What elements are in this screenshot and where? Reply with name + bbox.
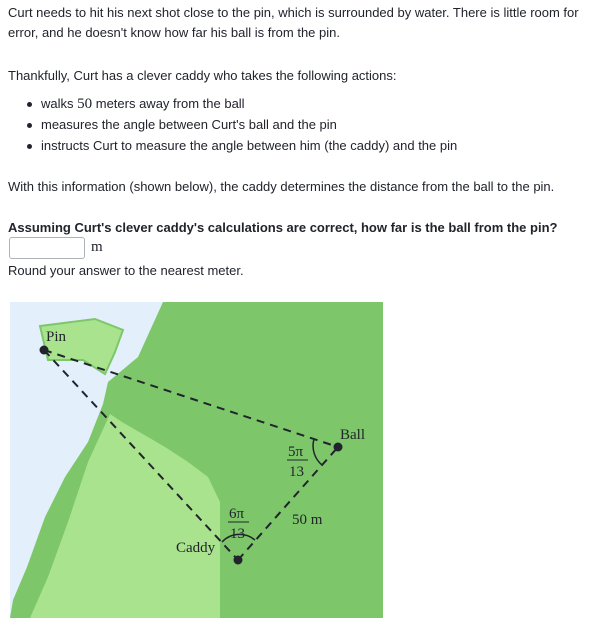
caddy-angle-numerator: 6π — [229, 506, 245, 522]
caddy-point — [234, 556, 243, 565]
action-text: walks — [41, 96, 78, 111]
ball-angle-denominator: 13 — [289, 464, 304, 480]
caddy-actions-list — [8, 94, 593, 157]
caddy-intro-text: Thankfully, Curt has a clever caddy who takes the following actions: — [8, 68, 397, 83]
list-item — [8, 136, 593, 156]
rounding-hint: Round your answer to the nearest meter. — [8, 263, 244, 278]
action-number: 50 — [77, 96, 93, 112]
answer-unit: m — [91, 239, 103, 255]
info-text: With this information (shown below), the caddy determines the distance from the ball to the pin. — [8, 179, 555, 194]
pin-point — [40, 346, 49, 355]
pin-label: Pin — [46, 329, 67, 345]
caddy-angle-denominator: 13 — [230, 526, 245, 542]
list-item — [8, 94, 593, 114]
distance-label: 50 m — [292, 512, 323, 528]
action-text: instructs Curt to measure the angle between him (the caddy) and the pin — [41, 138, 458, 153]
caddy-label: Caddy — [176, 540, 216, 556]
answer-input[interactable] — [9, 237, 85, 259]
figure-svg — [10, 302, 383, 618]
golf-course-figure — [10, 302, 383, 618]
list-item — [8, 115, 593, 135]
action-text: meters away from the ball — [92, 96, 245, 111]
ball-point — [334, 443, 343, 452]
ball-label: Ball — [340, 427, 365, 443]
question-text: Assuming Curt's clever caddy's calculations are correct, how far is the ball from the pin? — [8, 220, 558, 235]
intro-text: Curt needs to hit his next shot close to the pin, which is surrounded by water. There is little room for error, and he doesn't know how far his ball is from the pin. — [8, 5, 579, 40]
action-text: measures the angle between Curt's ball and the pin — [41, 117, 337, 132]
ball-angle-numerator: 5π — [288, 444, 304, 460]
